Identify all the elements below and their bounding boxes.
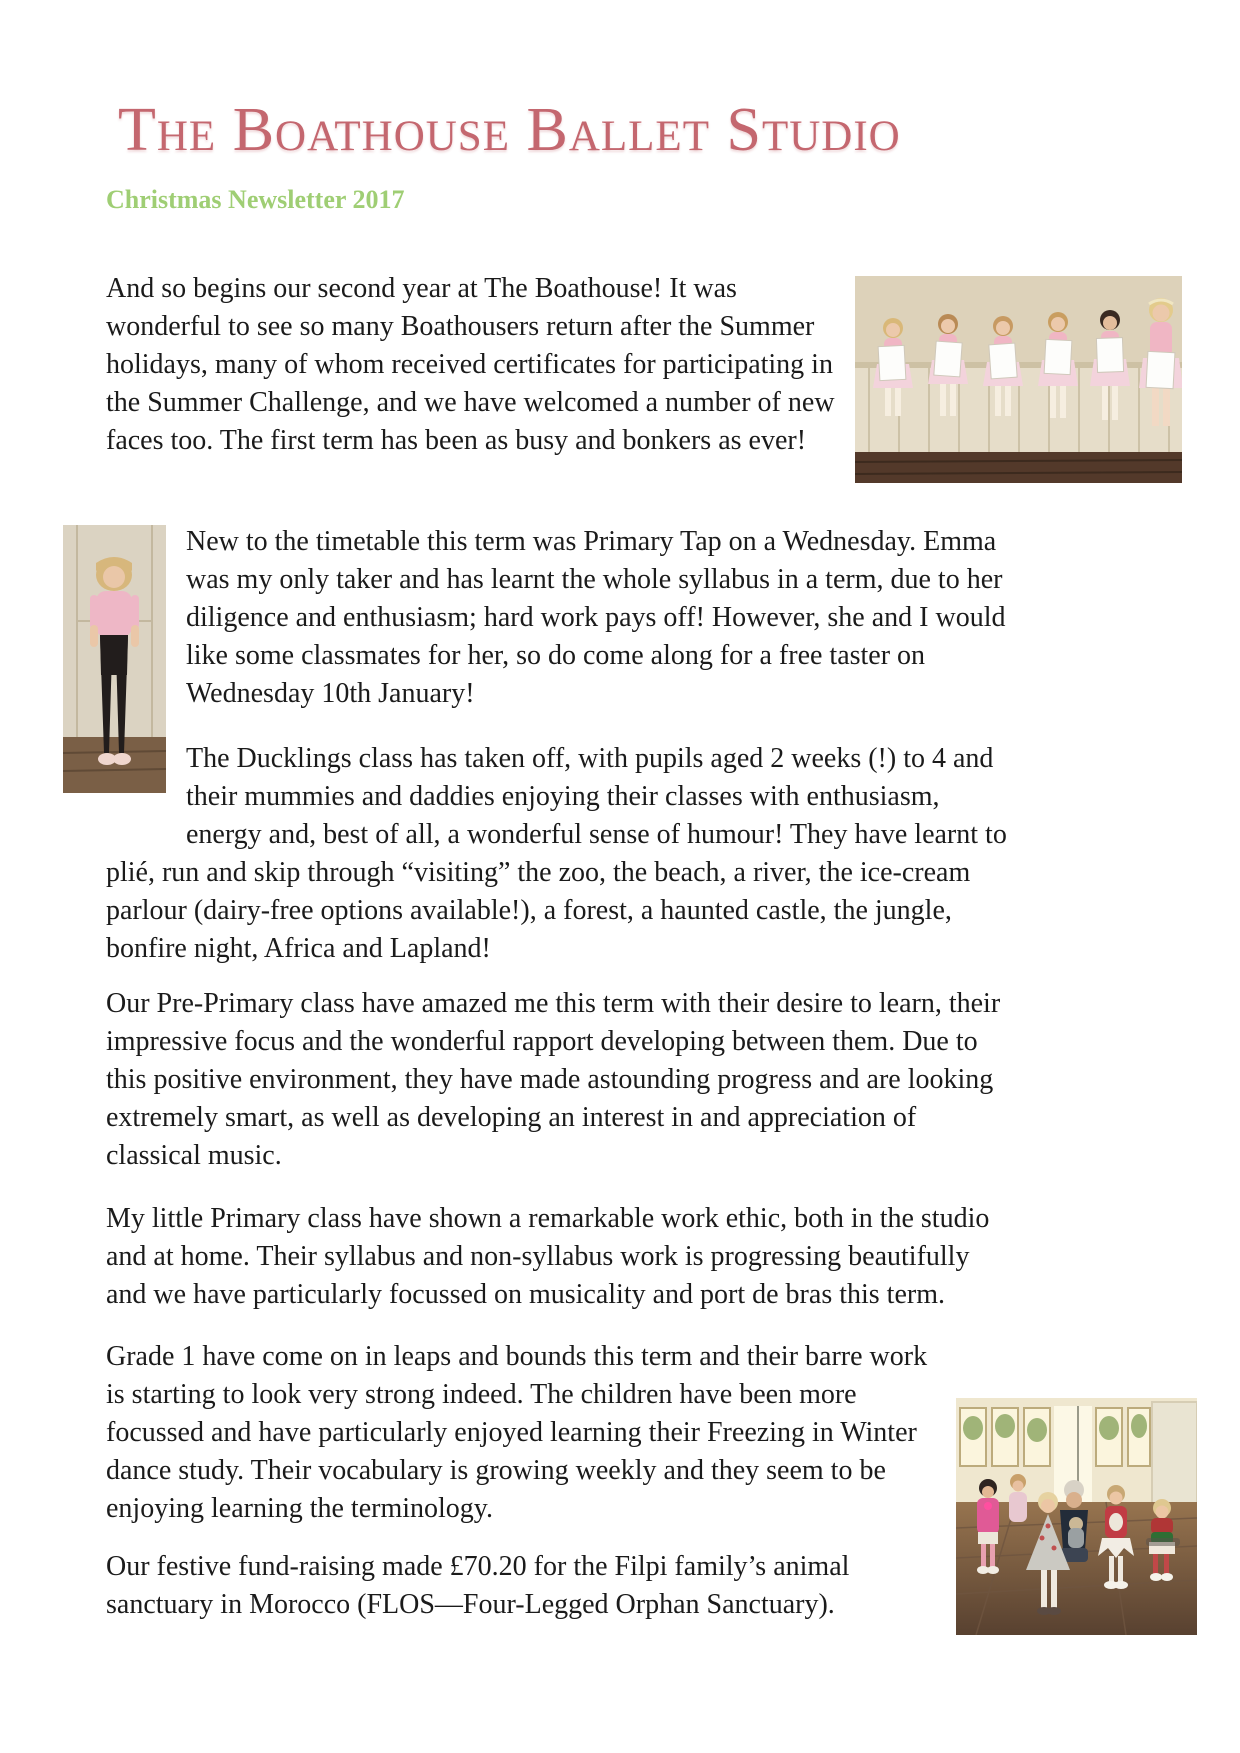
paragraph-primary-tap bbox=[186, 523, 1012, 713]
newsletter-title: The Boathouse Ballet Studio bbox=[118, 96, 901, 164]
paragraph-pre-primary bbox=[106, 985, 1010, 1175]
paragraph-fundraising-text: Our festive fund-raising made £70.20 for the Filpi family’s animal sanctuary in Morocco (FLOS—Four-Legged Orphan Sanctuary). bbox=[106, 1551, 850, 1620]
christmas-class-photo bbox=[956, 1398, 1197, 1635]
paragraph-grade1 bbox=[106, 1338, 938, 1528]
certificates-photo bbox=[855, 276, 1182, 483]
newsletter-subtitle: Christmas Newsletter 2017 bbox=[106, 185, 405, 214]
paragraph-primary-text: My little Primary class have shown a remarkable work ethic, both in the studio and at home. Their syllabus and non-syllabus work is progressing beautifully and we have particularly focussed on musicality and port de bras this term. bbox=[106, 1203, 990, 1310]
paragraph-ducklings-text: The Ducklings class has taken off, with pupils aged 2 weeks (!) to 4 and their mummies and daddies enjoying their classes with enthusiasm, energy and, best of all, a wonderful sense of humour! They have learnt to plié, run and skip through “visiting” the zoo, the beach, a river, the ice-cream parlour (dairy-free options available!), a forest, a haunted castle, the jungle, bonfire night, Africa and Lapland! bbox=[106, 743, 1007, 964]
paragraph-primary-tap-text: New to the timetable this term was Primary Tap on a Wednesday. Emma was my only taker and has learnt the whole syllabus in a term, due to her diligence and enthusiasm; hard work pays off! However, she and I would like some classmates for her, so do come along for a free taster on Wednesday 10th January! bbox=[186, 526, 1006, 709]
text-wrap-spacer bbox=[106, 740, 186, 850]
paragraph-grade1-text: Grade 1 have come on in leaps and bounds this term and their barre work is starting to look very strong indeed. The children have been more focussed and have particularly enjoyed learning their Freezing in Winter dance study. Their vocabulary is growing weekly and they seem to be enjoying learning the terminology. bbox=[106, 1341, 928, 1524]
paragraph-intro-text: And so begins our second year at The Boathouse! It was wonderful to see so many Boathousers return after the Summer holidays, many of whom received certificates for participating in the Summer Challenge, and we have welcomed a number of new faces too. The first term has been as busy and bonkers as ever! bbox=[106, 273, 835, 456]
paragraph-primary bbox=[106, 1200, 1010, 1314]
paragraph-ducklings bbox=[106, 740, 1010, 968]
paragraph-fundraising bbox=[106, 1548, 938, 1624]
content-area bbox=[106, 0, 1186, 1753]
paragraph-intro bbox=[106, 270, 842, 460]
paragraph-pre-primary-text: Our Pre-Primary class have amazed me this term with their desire to learn, their impressive focus and the wonderful rapport developing between them. Due to this positive environment, they have made astounding progress and are looking extremely smart, as well as developing an interest in and appreciation of classical music. bbox=[106, 988, 1001, 1171]
